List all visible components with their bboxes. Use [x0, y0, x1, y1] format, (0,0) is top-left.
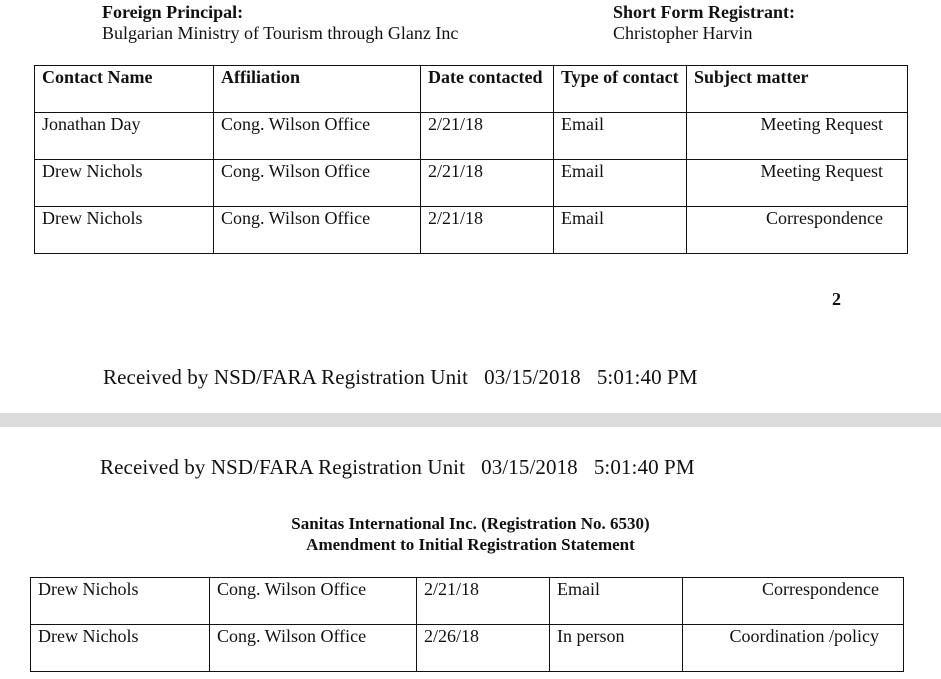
type-cell: Email [554, 207, 687, 254]
header-date-contacted: Date contacted [421, 66, 554, 113]
subject-cell: Meeting Request [687, 113, 908, 160]
page-number: 2 [832, 289, 841, 309]
date-cell: 2/21/18 [417, 578, 550, 625]
contact-name-cell: Drew Nichols [35, 160, 214, 207]
affiliation-cell: Cong. Wilson Office [210, 625, 417, 672]
affiliation-cell: Cong. Wilson Office [210, 578, 417, 625]
type-cell: Email [550, 578, 683, 625]
contacts-table-page-1 [34, 65, 908, 254]
type-cell: Email [554, 113, 687, 160]
subject-cell: Meeting Request [687, 160, 908, 207]
type-cell: Email [554, 160, 687, 207]
registrant-value: Christopher Harvin [613, 23, 753, 43]
date-cell: 2/26/18 [417, 625, 550, 672]
date-cell: 2/21/18 [421, 113, 554, 160]
document-subtitle: Amendment to Initial Registration Statement [306, 535, 635, 554]
received-stamp-page-1: Received by NSD/FARA Registration Unit 03/15/2018 5:01:40 PM [103, 365, 698, 389]
document-page-2 [0, 427, 941, 679]
affiliation-cell: Cong. Wilson Office [214, 207, 421, 254]
document-title: Sanitas International Inc. (Registration No. 6530) [291, 514, 650, 533]
page-separator [0, 413, 941, 427]
foreign-principal-value: Bulgarian Ministry of Tourism through Glanz Inc [102, 23, 459, 43]
table-row [35, 207, 908, 254]
header-type-of-contact: Type of contact [554, 66, 687, 113]
type-cell: In person [550, 625, 683, 672]
header-contact-name: Contact Name [35, 66, 214, 113]
date-cell: 2/21/18 [421, 160, 554, 207]
subject-cell: Correspondence [687, 207, 908, 254]
header-affiliation: Affiliation [214, 66, 421, 113]
received-stamp-page-2: Received by NSD/FARA Registration Unit 03/15/2018 5:01:40 PM [100, 455, 695, 479]
contact-name-cell: Jonathan Day [35, 113, 214, 160]
table-row [35, 113, 908, 160]
foreign-principal-label: Foreign Principal: [102, 2, 244, 22]
table-row [35, 160, 908, 207]
registrant-label: Short Form Registrant: [613, 2, 795, 22]
contact-name-cell: Drew Nichols [31, 578, 210, 625]
date-cell: 2/21/18 [421, 207, 554, 254]
table-header-row [35, 66, 908, 113]
table-row [31, 625, 904, 672]
contacts-table-page-2 [30, 577, 904, 672]
subject-cell: Correspondence [683, 578, 904, 625]
subject-cell: Coordination /policy [683, 625, 904, 672]
table-row [31, 578, 904, 625]
contact-name-cell: Drew Nichols [31, 625, 210, 672]
affiliation-cell: Cong. Wilson Office [214, 113, 421, 160]
affiliation-cell: Cong. Wilson Office [214, 160, 421, 207]
header-subject-matter: Subject matter [687, 66, 908, 113]
contact-name-cell: Drew Nichols [35, 207, 214, 254]
